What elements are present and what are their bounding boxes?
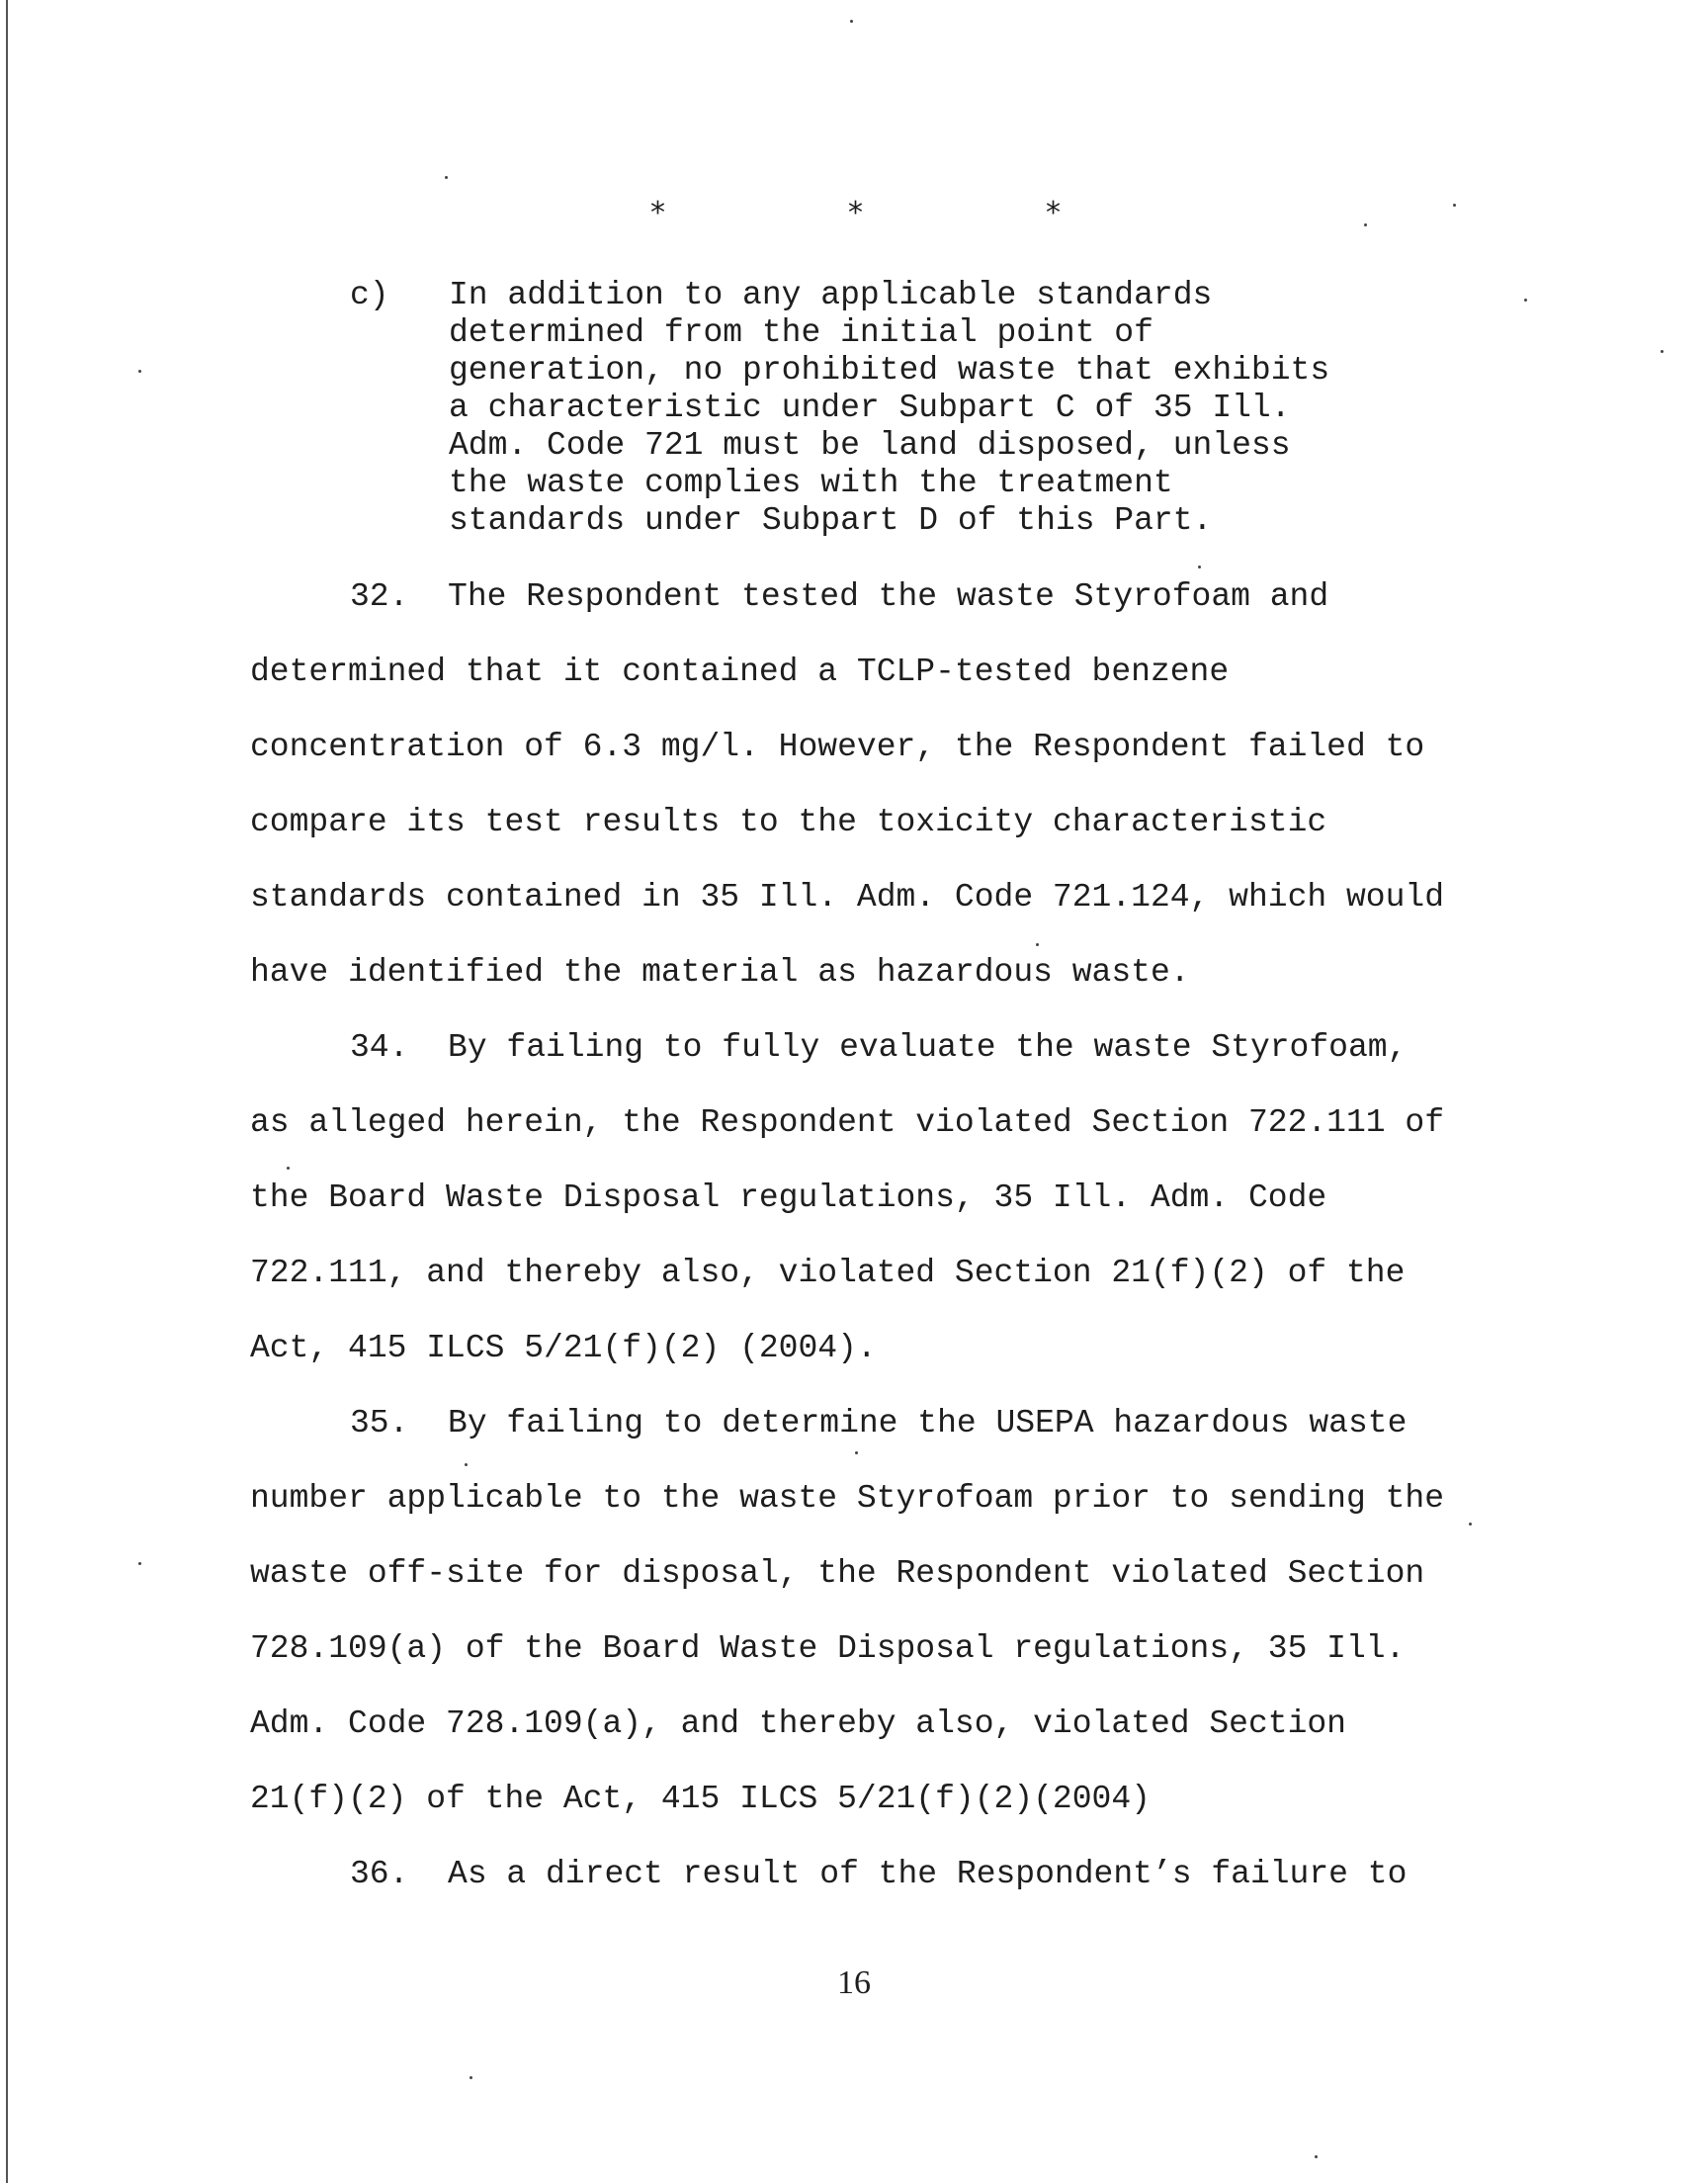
scan-speck	[465, 1463, 468, 1466]
paragraph-32-line: standards contained in 35 Ill. Adm. Code 721.124, which would	[250, 879, 1444, 916]
paragraph-35-line: 728.109(a) of the Board Waste Disposal regulations, 35 Ill.	[250, 1630, 1406, 1667]
separator-star: *	[650, 196, 665, 230]
paragraph-36-line: 36. As a direct result of the Respondent’s failure to	[350, 1856, 1408, 1892]
scan-edge-rule	[6, 0, 8, 2183]
scan-speck	[138, 370, 141, 373]
paragraph-32-line: concentration of 6.3 mg/l. However, the Respondent failed to	[250, 729, 1425, 765]
quoted-line: In addition to any applicable standards	[449, 277, 1213, 313]
separator-star: *	[1046, 196, 1061, 230]
section-separator	[0, 194, 1708, 233]
paragraph-35-line: 35. By failing to determine the USEPA hazardous waste	[350, 1405, 1408, 1441]
scan-speck	[1469, 1523, 1472, 1526]
scan-speck	[1198, 566, 1201, 568]
paragraph-34-line: 722.111, and thereby also, violated Section 21(f)(2) of the	[250, 1255, 1406, 1291]
paragraph-34-line: as alleged herein, the Respondent violated Section 722.111 of	[250, 1104, 1444, 1141]
subsection-label: c)	[350, 277, 389, 313]
paragraph-35-line: number applicable to the waste Styrofoam prior to sending the	[250, 1480, 1444, 1517]
scan-speck	[1524, 299, 1527, 302]
scan-speck	[445, 176, 448, 179]
paragraph-34-line: 34. By failing to fully evaluate the waste Styrofoam,	[350, 1029, 1408, 1066]
paragraph-35-line: 21(f)(2) of the Act, 415 ILCS 5/21(f)(2)(2004)	[250, 1781, 1151, 1817]
separator-star: *	[848, 196, 863, 230]
paragraph-34-line: Act, 415 ILCS 5/21(f)(2) (2004).	[250, 1330, 877, 1366]
scan-speck	[1661, 350, 1664, 353]
scan-speck	[287, 1167, 290, 1170]
quoted-line: the waste complies with the treatment	[449, 465, 1173, 501]
paragraph-34-line: the Board Waste Disposal regulations, 35 Ill. Adm. Code	[250, 1179, 1327, 1216]
scan-speck	[138, 1562, 141, 1565]
quoted-line: determined from the initial point of	[449, 314, 1153, 351]
page-number: 16	[837, 1965, 871, 2001]
paragraph-35-line: Adm. Code 728.109(a), and thereby also, violated Section	[250, 1705, 1346, 1742]
paragraph-32-line: have identified the material as hazardous waste.	[250, 954, 1190, 991]
paragraph-32-line: 32. The Respondent tested the waste Styrofoam and	[350, 578, 1329, 615]
paragraph-32-line: compare its test results to the toxicity characteristic	[250, 804, 1327, 840]
scan-speck	[1315, 2155, 1318, 2158]
paragraph-35-line: waste off-site for disposal, the Respondent violated Section	[250, 1555, 1425, 1592]
scan-speck	[1036, 943, 1039, 946]
quoted-line: Adm. Code 721 must be land disposed, unless	[449, 427, 1291, 464]
paragraph-32-line: determined that it contained a TCLP-tested benzene	[250, 654, 1230, 690]
scan-speck	[855, 1451, 858, 1454]
quoted-line: generation, no prohibited waste that exhibits	[449, 352, 1330, 389]
quoted-line: standards under Subpart D of this Part.	[449, 502, 1213, 539]
scan-speck	[850, 20, 853, 23]
scan-speck	[470, 2076, 472, 2079]
quoted-line: a characteristic under Subpart C of 35 Ill.	[449, 390, 1291, 426]
